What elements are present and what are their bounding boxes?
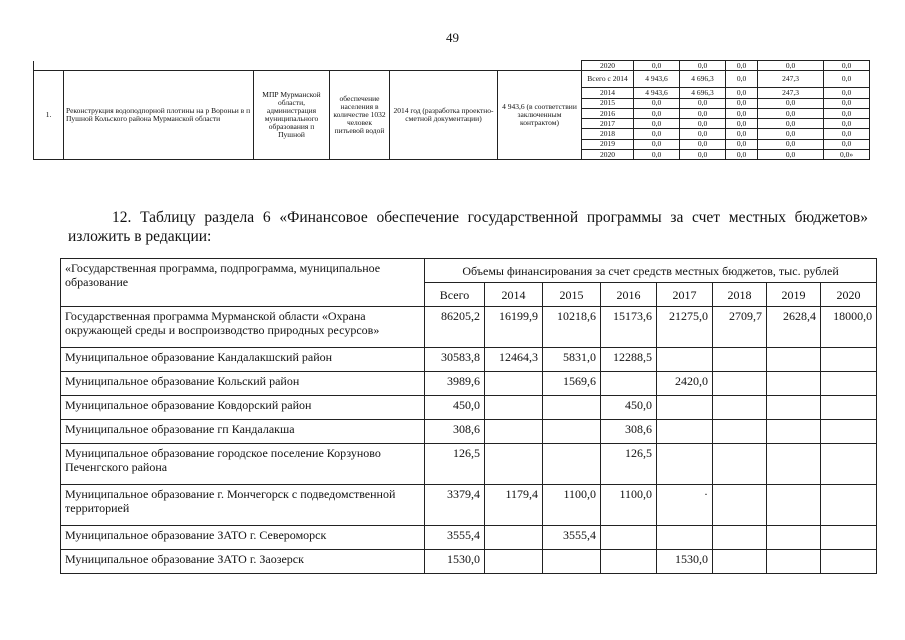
row-value xyxy=(657,526,713,550)
row-value xyxy=(543,420,601,444)
row-value: 1100,0 xyxy=(601,485,657,526)
value-cell: 0,0 xyxy=(824,129,870,139)
column-header: 2014 xyxy=(485,283,543,307)
financing-row xyxy=(61,348,877,372)
financing-row xyxy=(61,372,877,396)
item-executor: МПР Мурманской области, администрация муниципального образования п Пушной xyxy=(254,71,330,160)
row-value: 3989,6 xyxy=(425,372,485,396)
year-cell: 2015 xyxy=(582,98,634,108)
row-value xyxy=(543,550,601,574)
value-cell: 0,0 xyxy=(758,150,824,160)
row-value xyxy=(485,550,543,574)
value-cell: 0,0 xyxy=(824,139,870,149)
value-cell: 247,3 xyxy=(758,88,824,98)
row-value: 2709,7 xyxy=(713,307,767,348)
row-value: 1179,4 xyxy=(485,485,543,526)
row-value xyxy=(821,550,877,574)
top-table-row xyxy=(34,71,870,88)
value-cell: 0,0 xyxy=(824,108,870,118)
row-value: 3555,4 xyxy=(425,526,485,550)
value-cell: 0,0 xyxy=(726,129,758,139)
row-value: 1530,0 xyxy=(425,550,485,574)
value-cell: 0,0 xyxy=(824,71,870,88)
value-cell: 4 943,6 xyxy=(634,71,680,88)
value-cell: 0,0 xyxy=(824,98,870,108)
value-cell: 0,0 xyxy=(634,150,680,160)
row-name: Государственная программа Мурманской области «Охрана окружающей среды и воспроизводство природных ресурсов» xyxy=(61,307,425,348)
value-cell: 0,0 xyxy=(680,150,726,160)
value-cell: 0,0 xyxy=(726,61,758,71)
row-name: Муниципальное образование г. Мончегорск с подведомственной территорией xyxy=(61,485,425,526)
row-value xyxy=(713,526,767,550)
value-cell: 0,0 xyxy=(758,129,824,139)
year-cell: 2020 xyxy=(582,150,634,160)
financing-table xyxy=(60,258,877,574)
row-name: Муниципальное образование гп Кандалакша xyxy=(61,420,425,444)
row-value: 86205,2 xyxy=(425,307,485,348)
page-number: 49 xyxy=(446,30,459,45)
column-header: Всего xyxy=(425,283,485,307)
row-value xyxy=(601,372,657,396)
value-cell: 0,0 xyxy=(634,98,680,108)
row-value: 5831,0 xyxy=(543,348,601,372)
value-cell: 0,0 xyxy=(824,119,870,129)
financing-row xyxy=(61,396,877,420)
value-cell: 0,0 xyxy=(680,139,726,149)
column-header: 2019 xyxy=(767,283,821,307)
row-value xyxy=(485,526,543,550)
row-value: 3555,4 xyxy=(543,526,601,550)
row-value xyxy=(713,372,767,396)
value-cell: 0,0 xyxy=(680,108,726,118)
row-value xyxy=(821,396,877,420)
row-value: 21275,0 xyxy=(657,307,713,348)
value-cell: 0,0 xyxy=(726,108,758,118)
value-cell: 0,0 xyxy=(758,139,824,149)
value-cell: 4 696,3 xyxy=(680,71,726,88)
row-value xyxy=(657,444,713,485)
row-value xyxy=(767,396,821,420)
year-cell: 2018 xyxy=(582,129,634,139)
column-header: 2016 xyxy=(601,283,657,307)
row-value xyxy=(543,396,601,420)
value-cell: 0,0 xyxy=(634,139,680,149)
value-cell: 0,0 xyxy=(726,98,758,108)
row-value: 15173,6 xyxy=(601,307,657,348)
row-name: Муниципальное образование Кольский район xyxy=(61,372,425,396)
instruction-text: 12. Таблицу раздела 6 «Финансовое обеспечение государственной программы за счет местных бюджетов» изложить в редакции: xyxy=(68,209,868,245)
financing-row xyxy=(61,526,877,550)
row-value xyxy=(713,444,767,485)
column-header: 2018 xyxy=(713,283,767,307)
item-name: Реконструкция водоподпорной плотины на р Вороньи в п Пушной Кольского района Мурманской области xyxy=(64,71,254,160)
row-value xyxy=(767,550,821,574)
column-header: 2017 xyxy=(657,283,713,307)
row-value: 10218,6 xyxy=(543,307,601,348)
year-cell: 2014 xyxy=(582,88,634,98)
instruction-paragraph xyxy=(68,208,868,246)
value-cell: 4 696,3 xyxy=(680,88,726,98)
row-value xyxy=(767,372,821,396)
value-cell: 0,0 xyxy=(758,108,824,118)
row-value: 450,0 xyxy=(425,396,485,420)
year-cell: 2020 xyxy=(582,61,634,71)
row-value xyxy=(543,444,601,485)
value-cell: 0,0» xyxy=(824,150,870,160)
financing-row xyxy=(61,444,877,485)
row-value: 18000,0 xyxy=(821,307,877,348)
row-value xyxy=(485,420,543,444)
row-name: Муниципальное образование Ковдорский район xyxy=(61,396,425,420)
header-program-name: «Государственная программа, подпрограмма, муниципальное образование xyxy=(61,259,425,307)
top-table-row xyxy=(34,61,870,71)
row-value: 126,5 xyxy=(425,444,485,485)
row-value xyxy=(713,420,767,444)
value-cell: 0,0 xyxy=(758,119,824,129)
row-value xyxy=(601,526,657,550)
row-value: 16199,9 xyxy=(485,307,543,348)
row-value: 12464,3 xyxy=(485,348,543,372)
row-value xyxy=(713,348,767,372)
row-value xyxy=(657,396,713,420)
row-value xyxy=(821,444,877,485)
row-value: · xyxy=(657,485,713,526)
row-value: 30583,8 xyxy=(425,348,485,372)
financing-row xyxy=(61,420,877,444)
top-table xyxy=(33,60,870,160)
row-value: 126,5 xyxy=(601,444,657,485)
row-name: Муниципальное образование ЗАТО г. Североморск xyxy=(61,526,425,550)
row-value xyxy=(767,348,821,372)
value-cell: 0,0 xyxy=(726,88,758,98)
financing-row xyxy=(61,307,877,348)
row-value xyxy=(821,372,877,396)
row-value xyxy=(821,420,877,444)
value-cell: 0,0 xyxy=(758,61,824,71)
year-cell: Всего с 2014 xyxy=(582,71,634,88)
column-header: 2015 xyxy=(543,283,601,307)
value-cell: 0,0 xyxy=(634,119,680,129)
header-financing-group: Объемы финансирования за счет средств местных бюджетов, тыс. рублей xyxy=(425,259,877,283)
value-cell: 247,3 xyxy=(758,71,824,88)
row-name: Муниципальное образование ЗАТО г. Заозерск xyxy=(61,550,425,574)
row-name: Муниципальное образование Кандалакшский район xyxy=(61,348,425,372)
value-cell: 0,0 xyxy=(634,108,680,118)
row-value: 1569,6 xyxy=(543,372,601,396)
row-value xyxy=(767,444,821,485)
value-cell: 0,0 xyxy=(680,119,726,129)
row-value xyxy=(821,526,877,550)
row-value xyxy=(485,444,543,485)
row-name: Муниципальное образование городское поселение Корзуново Печенгского района xyxy=(61,444,425,485)
value-cell: 4 943,6 xyxy=(634,88,680,98)
row-value xyxy=(601,550,657,574)
value-cell: 0,0 xyxy=(726,119,758,129)
year-cell: 2019 xyxy=(582,139,634,149)
row-value xyxy=(767,526,821,550)
value-cell: 0,0 xyxy=(726,71,758,88)
column-header: 2020 xyxy=(821,283,877,307)
value-cell: 0,0 xyxy=(758,98,824,108)
value-cell: 0,0 xyxy=(824,88,870,98)
value-cell: 0,0 xyxy=(680,98,726,108)
row-value xyxy=(657,420,713,444)
item-deadline: 2014 год (разработка проектно-сметной документации) xyxy=(390,71,498,160)
value-cell: 0,0 xyxy=(726,139,758,149)
empty-cell xyxy=(34,61,582,71)
value-cell: 0,0 xyxy=(634,129,680,139)
row-value xyxy=(713,550,767,574)
row-value xyxy=(767,420,821,444)
row-value: 2628,4 xyxy=(767,307,821,348)
row-value: 1530,0 xyxy=(657,550,713,574)
row-value xyxy=(657,348,713,372)
row-value: 308,6 xyxy=(601,420,657,444)
row-value xyxy=(713,485,767,526)
row-value xyxy=(713,396,767,420)
row-value xyxy=(485,396,543,420)
row-value: 450,0 xyxy=(601,396,657,420)
row-value: 12288,5 xyxy=(601,348,657,372)
row-value: 3379,4 xyxy=(425,485,485,526)
row-value: 2420,0 xyxy=(657,372,713,396)
value-cell: 0,0 xyxy=(680,129,726,139)
row-value xyxy=(485,372,543,396)
year-cell: 2017 xyxy=(582,119,634,129)
value-cell: 0,0 xyxy=(824,61,870,71)
value-cell: 0,0 xyxy=(680,61,726,71)
row-value: 308,6 xyxy=(425,420,485,444)
value-cell: 0,0 xyxy=(634,61,680,71)
item-cost: 4 943,6 (в соответствии заключенным контрактом) xyxy=(498,71,582,160)
item-number: 1. xyxy=(34,71,64,160)
year-cell: 2016 xyxy=(582,108,634,118)
financing-row xyxy=(61,485,877,526)
row-value xyxy=(821,485,877,526)
value-cell: 0,0 xyxy=(726,150,758,160)
financing-row xyxy=(61,550,877,574)
row-value: 1100,0 xyxy=(543,485,601,526)
item-result: обеспечение населения в количестве 1032 человек питьевой водой xyxy=(330,71,390,160)
row-value xyxy=(821,348,877,372)
row-value xyxy=(767,485,821,526)
